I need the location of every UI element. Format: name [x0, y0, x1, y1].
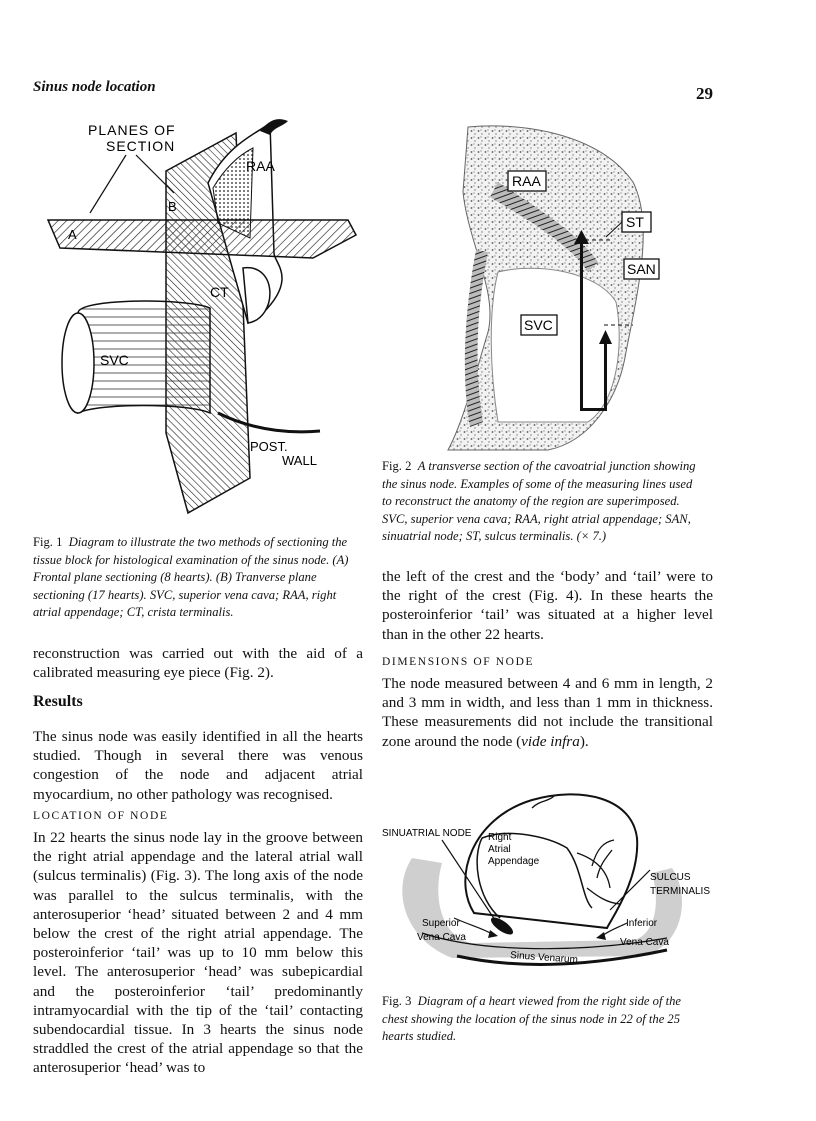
leader-line-a [90, 155, 126, 213]
figure-2-caption-label: Fig. 2 [382, 459, 412, 473]
label-atrial: Atrial [488, 844, 511, 855]
figure-2-caption-text: A transverse section of the cavoatrial junction showing the sinus node. Examples of some of the measuring lines used to reconstruct the anatomy of the region are superimposed. SVC, superior vena cava; RAA, right atrial appendage; SAN, sinuatrial node; ST, sulcus terminalis. (× 7.) [382, 459, 696, 543]
figure-1 [38, 113, 358, 518]
label-svc: SVC [524, 317, 553, 333]
figure-3 [382, 778, 712, 978]
label-san: SAN [627, 261, 656, 277]
results-heading: Results [33, 693, 83, 710]
label-raa: RAA [246, 158, 275, 174]
para-location: In 22 hearts the sinus node lay in the groove between the right atrial appendage and the lateral atrial wall (sulcus terminalis) (Fig. 3). The long axis of the node was parallel to the sulcus terminalis, with the anterosuperior ‘head’ situated between 2 and 4 mm below the crest of the right atrial appendage. The posteroinferior ‘tail’ was up to 10 mm below this level. The anterosuperior ‘head’ was subepicardial and the posteroinferior ‘tail’ predominantly intramyocardial with the tip of the ‘tail’ contacting subendocardial tissue. In 3 hearts the sinus node straddled the crest of the atrial appendage so that the anterosuperior ‘head’ was to [33, 829, 363, 1077]
coronary-branches [577, 840, 620, 904]
measuring-line-2 [604, 340, 607, 410]
figure-2-micrograph [428, 122, 668, 452]
para-reconstruction: reconstruction was carried out with the aid of a calibrated measuring eye piece (Fig. 2). [33, 645, 363, 682]
label-vena-cava-right: Vena Cava [620, 937, 669, 948]
label-vena-cava-left: Vena Cava [417, 932, 466, 943]
label-b: B [168, 199, 177, 214]
measuring-baseline [580, 408, 607, 411]
label-planes-line1: PLANES OF [88, 122, 176, 138]
para-dimensions-main: The node measured between 4 and 6 mm in length, 2 and 3 mm in width, and less than 1 mm in thickness. These measurements did not include the transitional zone around the node ( [382, 675, 713, 750]
figure-1-diagram [38, 113, 358, 518]
running-title: Sinus node location [33, 79, 156, 95]
arrowhead-inferior [596, 932, 606, 940]
figure-1-caption-label: Fig. 1 [33, 535, 63, 549]
label-svc: SVC [100, 352, 129, 368]
figure-1-caption-text: Diagram to illustrate the two methods of sectioning the tissue block for histological examination of the sinus node. (A) Frontal plane sectioning (8 hearts). (B) Tranverse plane sectioning (17 hearts). SVC, superior vena cava; RAA, right atrial appendage; CT, crista terminalis. [33, 535, 349, 619]
label-terminalis: TERMINALIS [650, 886, 711, 897]
label-ct: CT [210, 284, 229, 300]
figure-3-diagram [382, 778, 712, 978]
appendage-tip [260, 119, 288, 135]
figure-2-caption [382, 458, 704, 546]
pointer-inferior [602, 923, 627, 936]
figure-3-caption [382, 993, 707, 1046]
dimensions-heading: DIMENSIONS OF NODE [382, 656, 535, 668]
para-continuation: the left of the crest and the ‘body’ and ‘tail’ were to the right of the crest (Fig. 4). In these hearts the posteroinferior ‘tail’ was situated at a higher level than in the other 22 hearts. [382, 568, 713, 643]
label-raa: RAA [512, 173, 541, 189]
para-dimensions [382, 674, 713, 751]
para-dimensions-end: ). [579, 732, 589, 750]
location-heading: LOCATION OF NODE [33, 810, 169, 822]
measuring-line-1 [580, 240, 583, 410]
svc-lumen [491, 268, 619, 422]
label-sulcus: SULCUS [650, 872, 691, 883]
figure-3-caption-text: Diagram of a heart viewed from the right side of the chest showing the location of the sinus node in 22 of the 25 hearts studied. [382, 994, 681, 1043]
label-a: A [68, 227, 77, 242]
figure-1-caption [33, 534, 363, 622]
pointer-sulcus [610, 870, 650, 910]
label-post: POST. [250, 439, 288, 454]
label-wall: WALL [282, 453, 317, 468]
label-st: ST [626, 214, 644, 230]
figure-3-caption-label: Fig. 3 [382, 994, 412, 1008]
arrowhead-superior [488, 930, 498, 938]
svc-opening [62, 313, 94, 413]
label-sinuatrial-node: SINUATRIAL NODE [382, 828, 472, 839]
label-sinus-venarum: Sinus Venarum [509, 950, 579, 966]
plane-a [48, 220, 356, 258]
label-appendage: Appendage [488, 856, 540, 867]
label-inferior: Inferior [626, 918, 658, 929]
label-superior: Superior [422, 918, 460, 929]
page-number: 29 [696, 84, 713, 103]
svc-tube [78, 301, 210, 413]
label-right: Right [488, 832, 512, 843]
para-results: The sinus node was easily identified in all the hearts studied. Though in several there was venous congestion of the node and adjacent atrial myocardium, no other pathology was recognised. [33, 728, 363, 803]
para-dimensions-italic: vide infra [521, 732, 580, 750]
label-planes-line2: SECTION [106, 138, 176, 154]
figure-2 [428, 122, 668, 452]
